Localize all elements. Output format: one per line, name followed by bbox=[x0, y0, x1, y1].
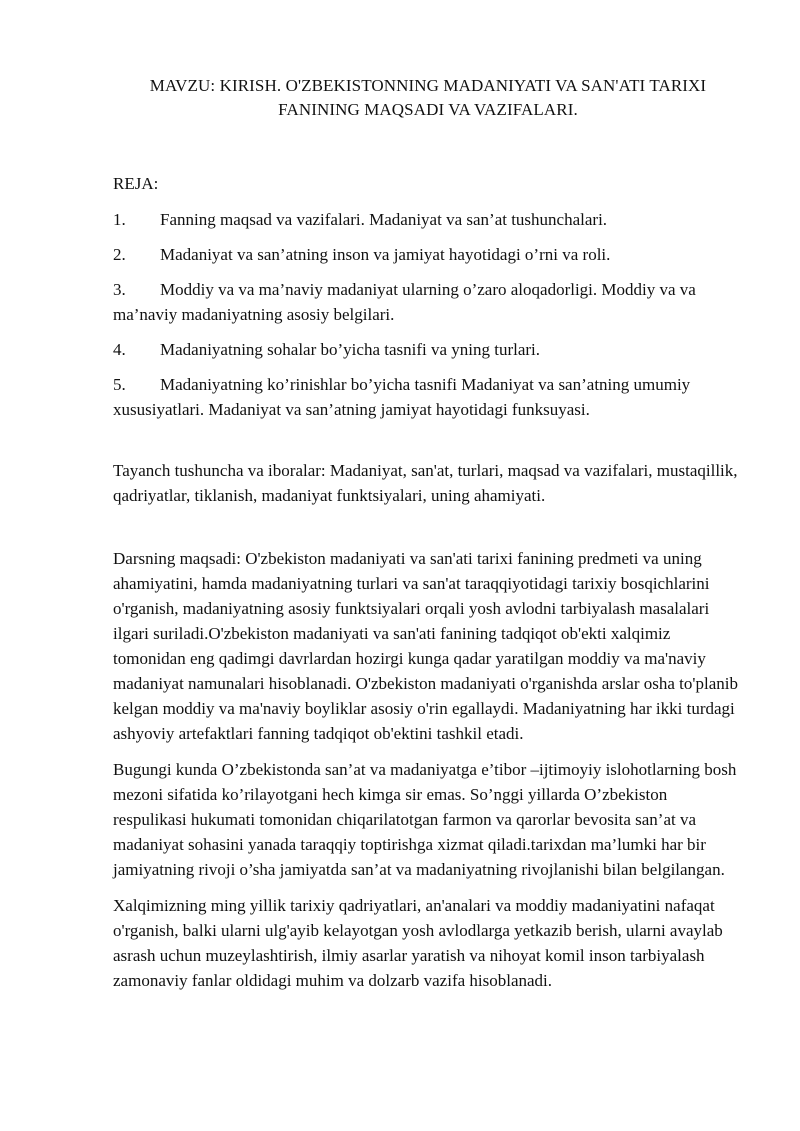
plan-item-number: 3. bbox=[113, 280, 126, 299]
plan-item-5 bbox=[113, 372, 743, 422]
heritage-paragraph: Xalqimizning ming yillik tarixiy qadriyatlari, an'analari va moddiy madaniyatini nafaqat o'rganish, balki ularni ulg'ayib kelayotgan yosh avlodlarga yetkazib berish, ularni avaylab asrash uchun muzeylashtirish, ilmiy asarlar yaratish va nihoyat komil inson tarbiyalash zamonaviy fanlar oldidagi muhim va dolzarb vazifa hisoblanadi. bbox=[113, 896, 723, 990]
plan-heading: REJA: bbox=[113, 174, 159, 193]
plan-item-text: Madaniyatning sohalar bo’yicha tasnifi va yning turlari. bbox=[160, 340, 541, 359]
plan-item-number: 5. bbox=[113, 375, 126, 394]
plan-item-1 bbox=[113, 207, 743, 232]
plan-item-2 bbox=[113, 242, 743, 267]
keywords-paragraph: Tayanch tushuncha va iboralar: Madaniyat, san'at, turlari, maqsad va vazifalari, mustaqillik, qadriyatlar, tiklanish, madaniyat funktsiyalari, uning ahamiyati. bbox=[113, 461, 738, 505]
plan-item-text: Madaniyat va san’atning inson va jamiyat hayotidagi o’rni va roli. bbox=[160, 245, 611, 264]
plan-list bbox=[113, 207, 743, 422]
plan-item-number: 2. bbox=[113, 245, 126, 264]
document-title bbox=[113, 74, 743, 122]
plan-item-number: 1. bbox=[113, 210, 126, 229]
lesson-aim-paragraph: Darsning maqsadi: O'zbekiston madaniyati va san'ati tarixi fanining predmeti va uning ahamiyatini, hamda madaniyatning turlari va san'at taraqqiyotidagi tarixiy bosqichlarini o'rganish, madaniyatning asosiy funktsiyalari orqali yosh avlodni tarbiyalash masalalari ilgari suriladi.O'zbekiston madaniyati va san'ati fanining tadqiqot ob'ekti xalqimiz tomonidan eng qadimgi davrlardan hozirgi kunga qadar yaratilgan moddiy va ma'naviy madaniyat namunalari hisoblanadi. O'zbekiston madaniyati o'rganishda arslar osha to'planib kelgan moddiy va ma'naviy boyliklar asosiy o'rin egallaydi. Madaniyatning har ikki turdagi ashyoviy artefaktlari fanning tadqiqot ob'ektini tashkil etadi. bbox=[113, 549, 738, 743]
plan-item-4 bbox=[113, 337, 743, 362]
today-paragraph: Bugungi kunda O’zbekistonda san’at va madaniyatga e’tibor –ijtimoyiy islohotlarning bosh mezoni sifatida ko’rilayotgani hech kimga sir emas. So’nggi yillarda O’zbekiston respulikasi hukumati tomonidan chiqarilatotgan farmon va qarorlar bevosita san’at va madaniyat sohasini yanada taraqqiy toptirishga xizmat qiladi.tarixdan ma’lumki har bir jamiyatning rivoji o’sha jamiyatda san’at va madaniyatning rivojlanishi bilan belgilangan. bbox=[113, 760, 737, 879]
title-line-1: MAVZU: KIRISH. O'ZBEKISTONNING MADANIYATI VA SAN'ATI TARIXI bbox=[149, 76, 707, 95]
document-page bbox=[113, 74, 743, 993]
plan-item-text: Madaniyatning ko’rinishlar bo’yicha tasnifi Madaniyat va san’atning umumiy xususiyatlari. Madaniyat va san’atning jamiyat hayotidagi funksuyasi. bbox=[113, 375, 691, 419]
plan-item-number: 4. bbox=[113, 340, 126, 359]
plan-item-text: Fanning maqsad va vazifalari. Madaniyat va san’at tushunchalari. bbox=[160, 210, 608, 229]
title-line-2: FANINING MAQSADI VA VAZIFALARI. bbox=[278, 100, 578, 119]
plan-item-text: Moddiy va va ma’naviy madaniyat ularning o’zaro aloqadorligi. Moddiy va va ma’naviy madaniyatning asosiy belgilari. bbox=[113, 280, 696, 324]
plan-item-3 bbox=[113, 277, 743, 327]
